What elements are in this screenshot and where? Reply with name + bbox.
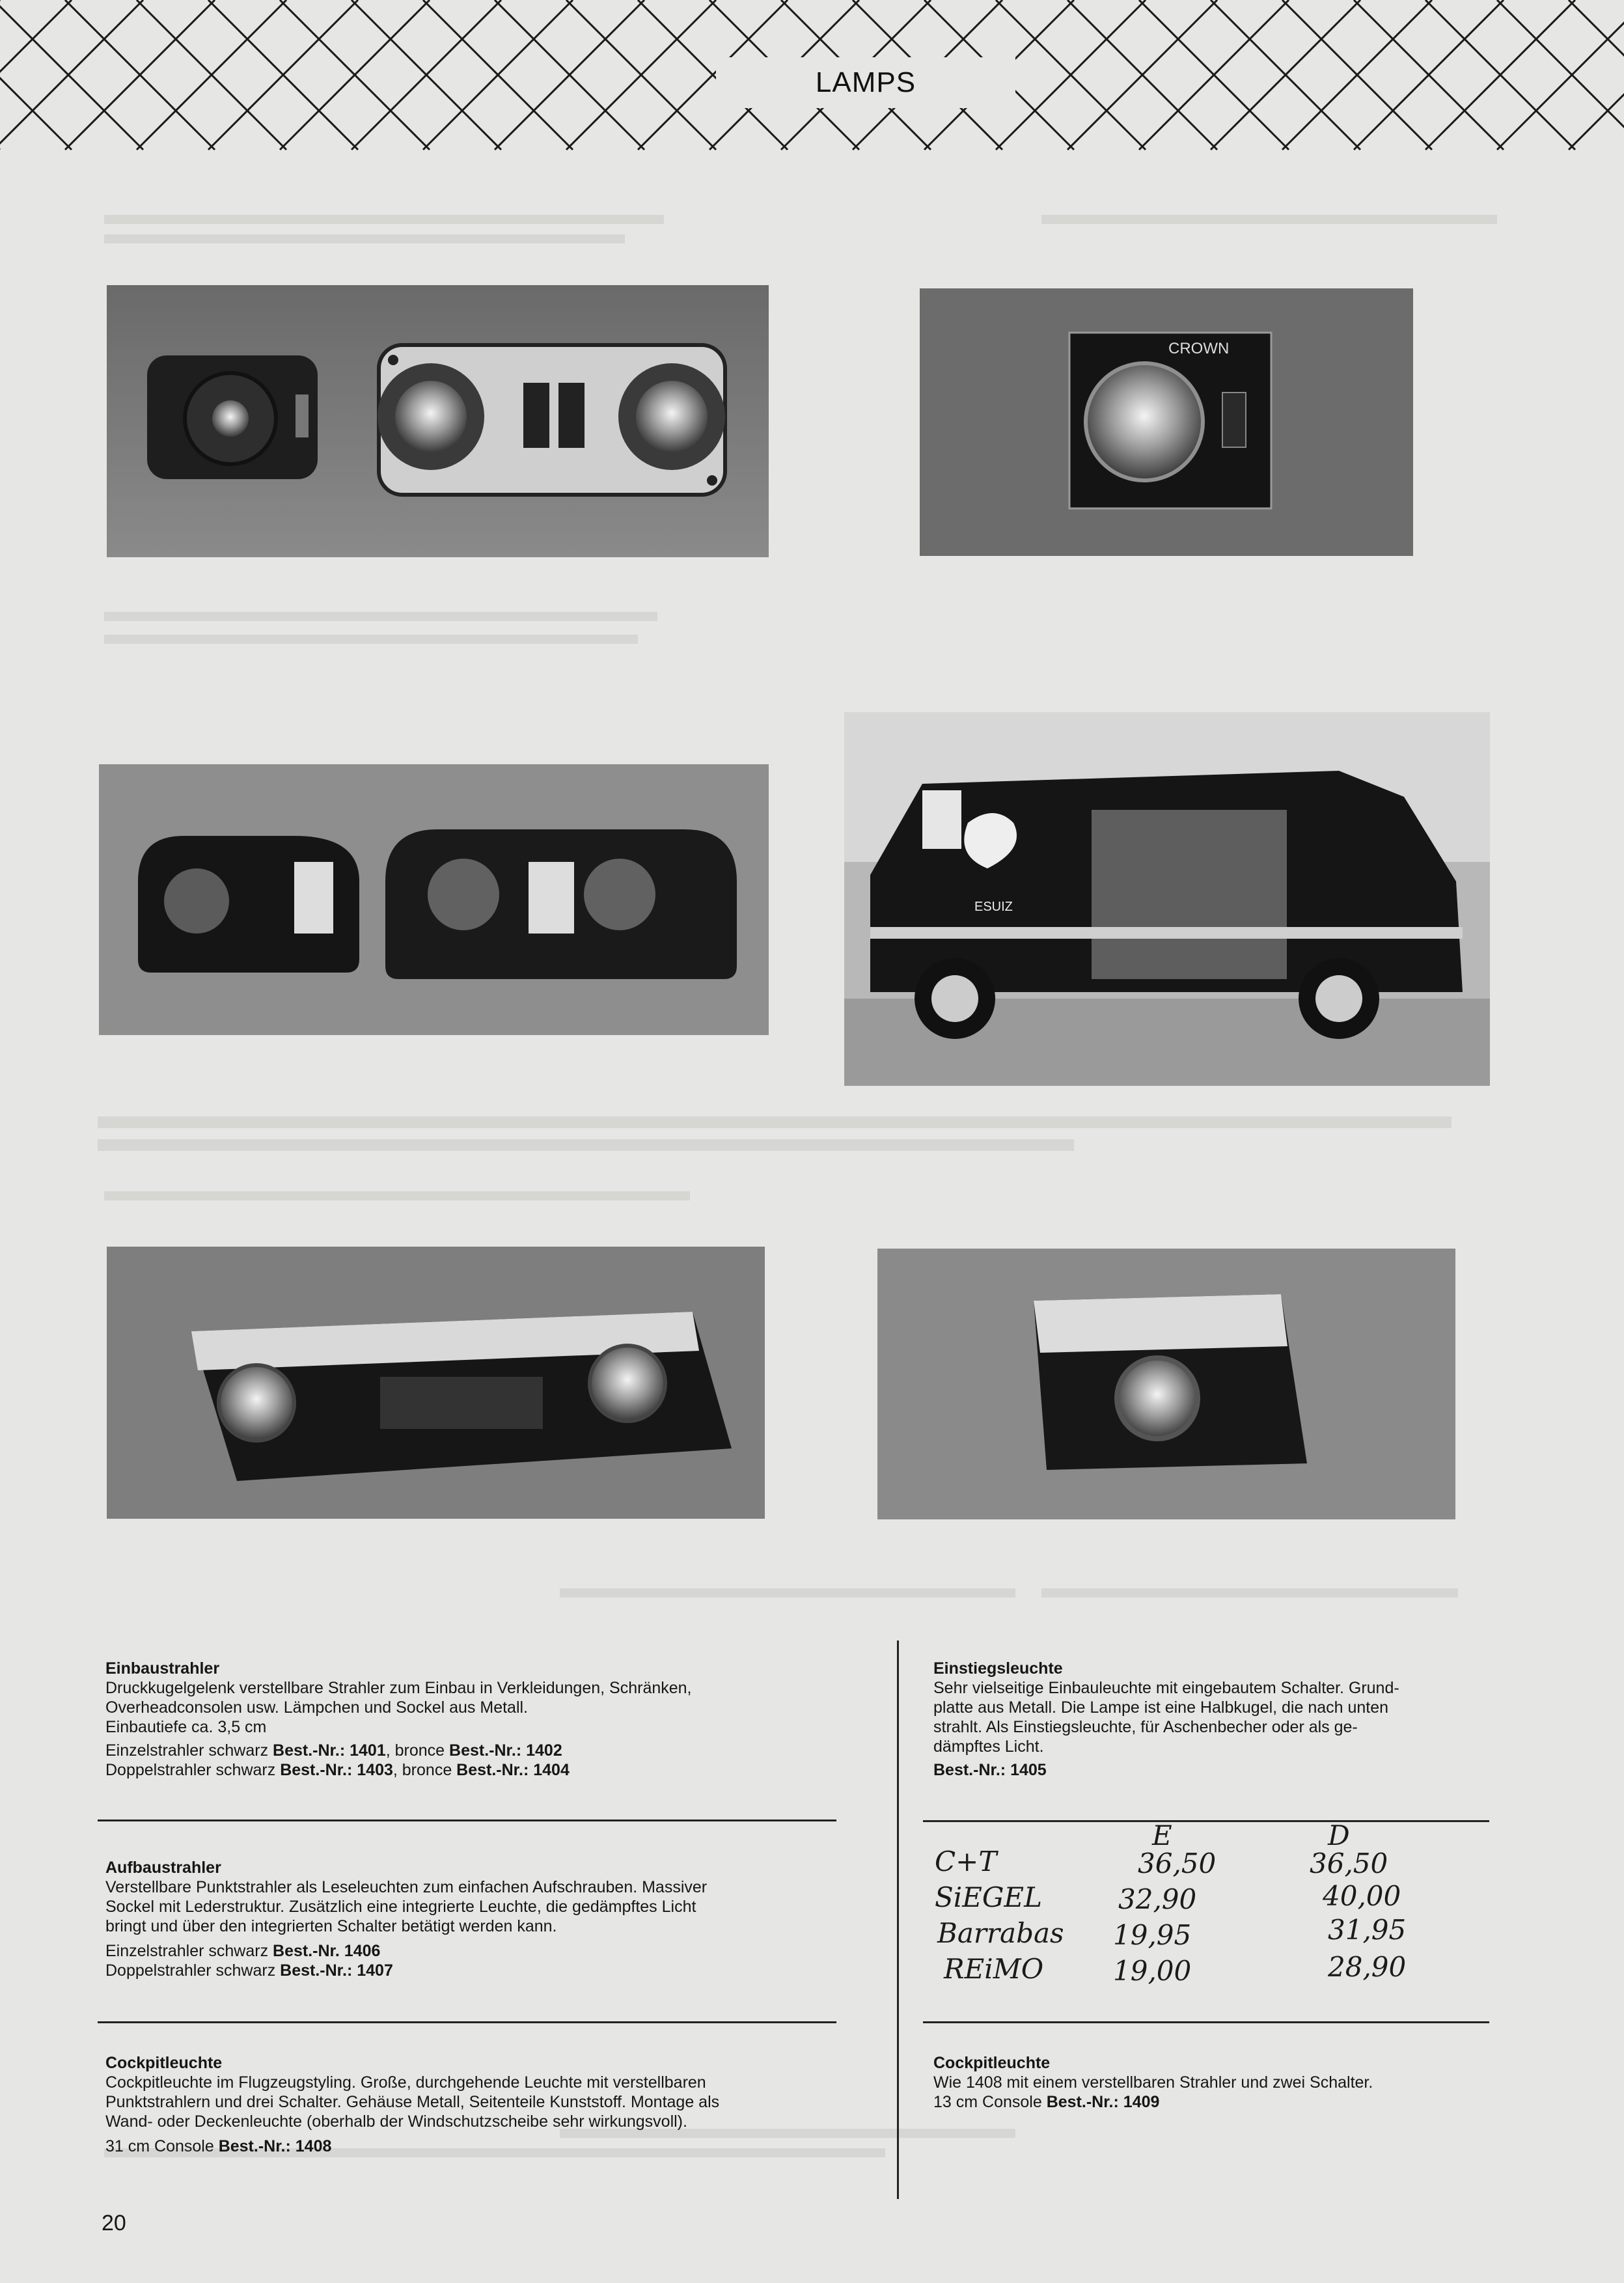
photo-aufbaustrahler: [99, 764, 769, 1035]
photo-einbaustrahler: [107, 285, 769, 557]
item-title: Einbaustrahler: [105, 1659, 220, 1678]
crown-label: CROWN: [1168, 340, 1230, 357]
hw-price-d: 31,95: [1328, 1914, 1407, 1946]
variant-row: Doppelstrahler schwarz Best.-Nr.: 1407: [105, 1961, 393, 1980]
item-desc-line: platte aus Metall. Die Lampe ist eine Halbkugel, die nach unten: [933, 1698, 1389, 1717]
item-desc-line: strahlt. Als Einstiegsleuchte, für Aschenbecher oder als ge-: [933, 1718, 1358, 1736]
hw-price-d: 36,50: [1310, 1847, 1388, 1879]
order-number: Best.-Nr.: 1405: [933, 1761, 1047, 1779]
item-desc-line: Punktstrahlern und drei Schalter. Gehäuse Metall, Seitenteile Kunststoff. Montage als: [105, 2093, 720, 2111]
item-desc-line: Sehr vielseitige Einbauleuchte mit eingebautem Schalter. Grund-: [933, 1679, 1399, 1697]
item-title: Aufbaustrahler: [105, 1859, 221, 1877]
item-title: Einstiegsleuchte: [933, 1659, 1063, 1678]
item-cockpitleuchte-1408: [105, 2053, 906, 2156]
row-divider: [98, 2021, 836, 2023]
hw-vendor: REiMO: [944, 1953, 1044, 1985]
variant-row: 13 cm Console Best.-Nr.: 1409: [933, 2093, 1160, 2111]
hw-price-d: 28,90: [1328, 1951, 1407, 1983]
photo-custom-van: [844, 712, 1490, 1086]
van-sticker: ESUIZ: [974, 900, 1013, 914]
item-desc-line: Wie 1408 mit einem verstellbaren Strahler und zwei Schalter.: [933, 2073, 1373, 2092]
photo-einstiegsleuchte-plate: [920, 288, 1413, 556]
photo-cockpitleuchte-31cm: [107, 1247, 765, 1519]
variant-row: Doppelstrahler schwarz Best.-Nr.: 1403, bronce Best.-Nr.: 1404: [105, 1761, 570, 1779]
row-divider: [98, 1819, 836, 1821]
hw-vendor: C+T: [935, 1846, 997, 1877]
page-title: LAMPS: [716, 57, 1015, 108]
hw-price-e: 32,90: [1118, 1883, 1197, 1915]
item-einstiegsleuchte: [933, 1659, 1519, 1780]
hw-price-e: 36,50: [1138, 1847, 1217, 1879]
item-desc-line: Einbautiefe ca. 3,5 cm: [105, 1718, 267, 1736]
variant-row: Einzelstrahler schwarz Best.-Nr.: 1401, bronce Best.-Nr.: 1402: [105, 1741, 562, 1760]
hw-price-e: 19,00: [1113, 1955, 1192, 1987]
page-number: 20: [102, 2211, 126, 2235]
hw-col-d: D: [1328, 1819, 1350, 1851]
item-aufbaustrahler: [105, 1858, 906, 1980]
item-desc-line: Verstellbare Punktstrahler als Leseleuchten zum einfachen Aufschrauben. Massiver: [105, 1878, 708, 1896]
variant-row: Einzelstrahler schwarz Best.-Nr. 1406: [105, 1942, 381, 1960]
item-desc-line: Druckkugelgelenk verstellbare Strahler zum Einbau in Verkleidungen, Schränken,: [105, 1679, 692, 1697]
item-desc-line: Overheadconsolen usw. Lämpchen und Sockel aus Metall.: [105, 1698, 528, 1717]
hw-price-d: 40,00: [1323, 1880, 1401, 1912]
item-desc-line: dämpftes Licht.: [933, 1737, 1044, 1756]
hw-vendor: SiEGEL: [935, 1881, 1042, 1913]
item-desc-line: Sockel mit Lederstruktur. Zusätzlich eine integrierte Leuchte, die gedämpftes Licht: [105, 1898, 696, 1916]
item-cockpitleuchte-1409: [933, 2053, 1519, 2112]
photo-cockpitleuchte-13cm: [877, 1249, 1455, 1519]
hw-vendor: Barrabas: [937, 1917, 1064, 1949]
row-divider: [923, 2021, 1489, 2023]
item-title: Cockpitleuchte: [105, 2054, 223, 2072]
item-desc-line: Wand- oder Deckenleuchte (oberhalb der Windschutzscheibe sehr wirkungsvoll).: [105, 2112, 687, 2131]
hw-col-e: E: [1152, 1819, 1172, 1851]
row-divider: [923, 1820, 1489, 1822]
hw-price-e: 19,95: [1113, 1919, 1192, 1951]
variant-row: 31 cm Console Best.-Nr.: 1408: [105, 2137, 332, 2155]
item-title: Cockpitleuchte: [933, 2054, 1051, 2072]
item-desc-line: bringt und über den integrierten Schalter betätigt werden kann.: [105, 1917, 557, 1935]
item-desc-line: Cockpitleuchte im Flugzeugstyling. Große, durchgehende Leuchte mit verstellbaren: [105, 2073, 706, 2092]
item-einbaustrahler: [105, 1659, 906, 1780]
